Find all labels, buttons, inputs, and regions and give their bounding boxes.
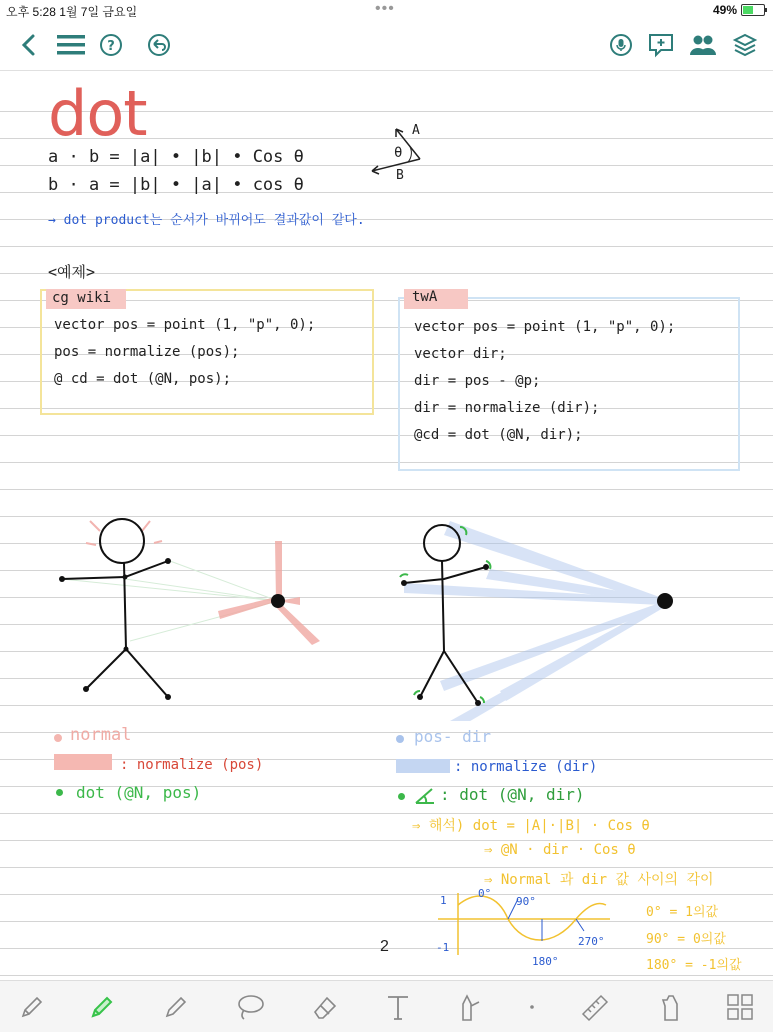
graph-y-bottom: -1 [436, 941, 450, 954]
lasso-icon[interactable] [232, 989, 268, 1025]
angle-icon [412, 785, 436, 807]
box2-line-4: dir = normalize (dir); [414, 400, 600, 416]
text-icon[interactable] [380, 989, 416, 1025]
note-blue-text: → dot product는 순서가 바뀌어도 결과값이 같다. [48, 213, 365, 228]
box1-line-3: @ cd = dot (@N, pos); [54, 371, 232, 387]
battery-icon [741, 4, 765, 16]
menu-icon[interactable] [56, 30, 86, 60]
status-time: 오후 5:28 1월 7일 금요일 [6, 5, 138, 19]
graph-tick-0: 0° [478, 887, 492, 900]
tool-bar [0, 980, 773, 1032]
top-toolbar [0, 22, 773, 71]
legend-dot-red [54, 734, 62, 742]
legend-dot-blue [396, 735, 404, 743]
stick-figure-left [50, 501, 330, 711]
legend-red-swatch [54, 754, 112, 770]
explain-line-1: ⇒ 해석) dot = |A|·|B| · Cos θ [412, 818, 650, 834]
value-180: 180° = -1의값 [646, 958, 742, 973]
explain-line-2: ⇒ @N · dir · Cos θ [484, 842, 636, 858]
back-icon[interactable] [14, 30, 44, 60]
help-icon[interactable] [96, 30, 126, 60]
stick-figure-right [390, 501, 690, 721]
legend-dot-green [56, 789, 63, 796]
legend-normalize-pos: : normalize (pos) [120, 757, 264, 773]
legend-dot-green-2 [398, 793, 405, 800]
note-page[interactable] [0, 71, 773, 980]
example-heading: <예제> [48, 263, 96, 281]
green-pen-icon[interactable] [84, 989, 120, 1025]
status-bar [0, 0, 773, 22]
graph-tick-270: 270° [578, 935, 605, 948]
legend-dot-pos: dot (@N, pos) [76, 783, 202, 802]
layers-icon[interactable] [730, 30, 760, 60]
grid-icon[interactable] [722, 989, 758, 1025]
graph-tick-180: 180° [532, 955, 559, 968]
legend-pos-dir: pos- dir [414, 727, 492, 746]
ruler-icon[interactable] [576, 989, 612, 1025]
graph-y-top: 1 [440, 894, 447, 907]
box1-label: cg wiki [52, 290, 112, 306]
hand-icon[interactable] [652, 989, 688, 1025]
box2-line-2: vector dir; [414, 346, 507, 362]
mic-icon[interactable] [606, 30, 636, 60]
legend-normal: normal [70, 725, 132, 745]
dot-icon[interactable] [514, 989, 550, 1025]
battery-percent: 49% [712, 3, 737, 17]
box1-line-1: vector pos = point (1, "p", 0); [54, 317, 316, 333]
legend-normalize-dir: : normalize (dir) [454, 759, 598, 775]
explain-line-3: ⇒ Normal 과 dir 값 사이의 각이 [484, 872, 714, 888]
svg-text:?: ? [107, 39, 115, 54]
pencil-icon[interactable] [158, 989, 194, 1025]
page-number: 2 [380, 938, 389, 955]
people-icon[interactable] [688, 30, 718, 60]
box1-line-2: pos = normalize (pos); [54, 344, 240, 360]
add-comment-icon[interactable] [646, 30, 676, 60]
pen-icon[interactable] [14, 989, 50, 1025]
box2-line-3: dir = pos - @p; [414, 373, 541, 389]
equation-1: a · b = |a| • |b| • Cos θ [48, 147, 304, 167]
legend-blue-swatch [396, 759, 450, 773]
graph-tick-90: 90° [516, 895, 536, 908]
value-0: 0° = 1의값 [646, 905, 719, 920]
battery-indicator [713, 3, 765, 17]
value-90: 90° = 0의값 [646, 932, 726, 947]
undo-icon[interactable] [144, 30, 174, 60]
label-theta: θ [394, 145, 403, 161]
box2-label: twA [412, 289, 438, 305]
multitask-dots-icon[interactable]: ••• [375, 0, 395, 17]
equation-2: b · a = |b| • |a| • cos θ [48, 175, 304, 195]
box2-line-1: vector pos = point (1, "p", 0); [414, 319, 676, 335]
legend-dot-dir: : dot (@N, dir) [440, 785, 585, 804]
highlighter-icon[interactable] [450, 989, 486, 1025]
label-a: A [412, 123, 420, 138]
label-b: B [396, 168, 404, 183]
box2-line-5: @cd = dot (@N, dir); [414, 427, 583, 443]
note-title: dot [48, 77, 147, 150]
eraser-icon[interactable] [306, 989, 342, 1025]
